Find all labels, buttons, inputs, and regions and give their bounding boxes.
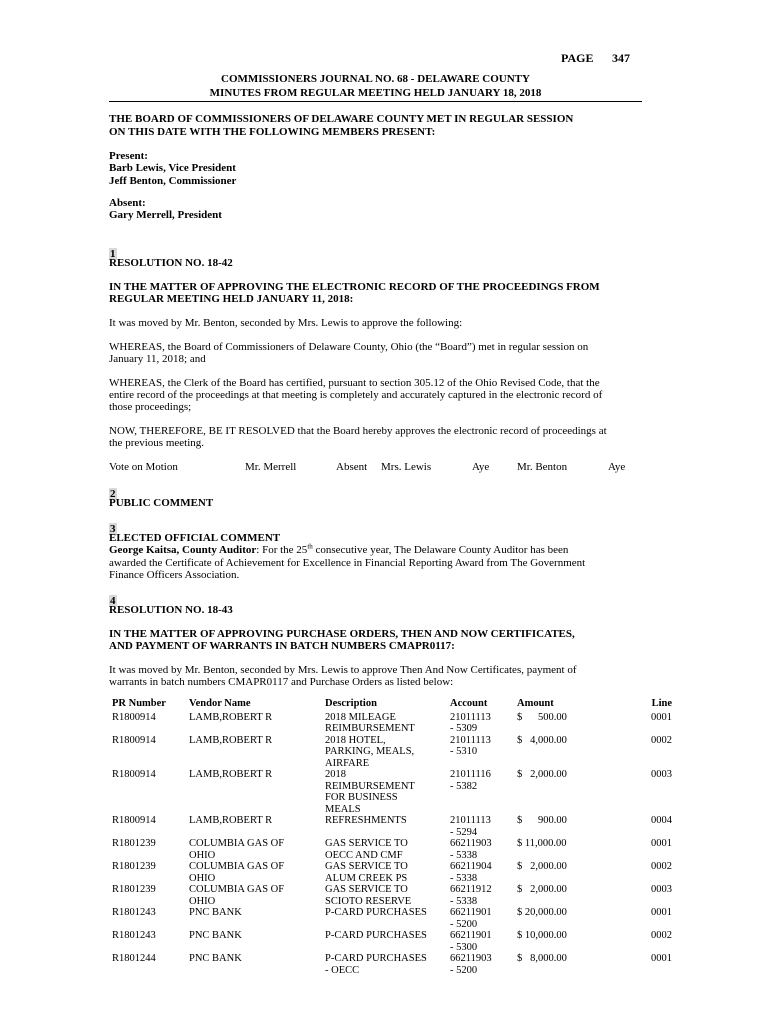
amount-cell: $ 2,000.00 — [517, 884, 567, 895]
pr-number-cell: R1800914 — [112, 734, 156, 746]
description-cell: P-CARD PURCHASES - OECC — [325, 953, 427, 976]
vendor-name-cell: COLUMBIA GAS OF OHIO — [189, 884, 285, 907]
header-rule — [109, 101, 642, 102]
pr-number-cell: R1801239 — [112, 861, 156, 872]
description-cell: GAS SERVICE TO ALUM CREEK PS — [325, 861, 408, 884]
whereas-text: entire record of the proceedings at that meeting is completely and accurately captured in the electronic record of — [109, 389, 603, 401]
motion-text: It was moved by Mr. Benton, seconded by Mrs. Lewis to approve the following: — [109, 317, 463, 329]
description-cell: GAS SERVICE TO OECC AND CMF — [325, 838, 408, 861]
whereas-text: WHEREAS, the Board of Commissioners of Delaware County, Ohio (the “Board”) met in regular session on — [109, 341, 589, 353]
comment-text: awarded the Certificate of Achievement for Excellence in Financial Reporting Award from The Government — [109, 557, 586, 569]
pr-number-cell: R1800914 — [112, 815, 156, 826]
meeting-title: MINUTES FROM REGULAR MEETING HELD JANUARY 18, 2018 — [209, 87, 542, 99]
description-cell: REFRESHMENTS — [325, 815, 407, 826]
line-cell: 0004 — [651, 815, 672, 826]
comment-text: Finance Officers Association. — [109, 569, 240, 581]
amount-cell: $ 11,000.00 — [517, 838, 567, 849]
line-cell: 0003 — [651, 884, 672, 895]
description-cell: 2018 MILEAGE REIMBURSEMENT — [325, 711, 415, 734]
description-cell: 2018 REIMBURSEMENT FOR BUSINESS MEALS — [325, 769, 415, 815]
present-member: Jeff Benton, Commissioner — [109, 175, 237, 187]
intro-line-2: ON THIS DATE WITH THE FOLLOWING MEMBERS PRESENT: — [109, 126, 436, 138]
present-member: Barb Lewis, Vice President — [109, 162, 236, 174]
table-row — [112, 907, 672, 930]
resolution-heading: IN THE MATTER OF APPROVING THE ELECTRONIC RECORD OF THE PROCEEDINGS FROM — [109, 281, 600, 293]
account-cell: 66211903 - 5200 — [450, 953, 492, 976]
account-cell: 66211903 - 5338 — [450, 838, 492, 861]
resolution-heading: AND PAYMENT OF WARRANTS IN BATCH NUMBERS CMAPR0117: — [109, 640, 455, 652]
pr-number-cell: R1801239 — [112, 838, 156, 849]
resolution-heading: IN THE MATTER OF APPROVING PURCHASE ORDERS, THEN AND NOW CERTIFICATES, — [109, 628, 575, 640]
resolution-title: RESOLUTION NO. 18-42 — [109, 257, 233, 269]
account-cell: 66211901 - 5200 — [450, 907, 492, 930]
item-number: 2 — [110, 488, 116, 500]
amount-cell: $ 2,000.00 — [517, 769, 567, 780]
absent-label: Absent: — [109, 197, 146, 209]
pr-number-header: PR Number — [112, 698, 166, 709]
table-row — [112, 884, 672, 907]
pr-number-cell: R1801244 — [112, 953, 156, 964]
account-cell: 66211901 - 5300 — [450, 930, 492, 953]
resolution-heading: REGULAR MEETING HELD JANUARY 11, 2018: — [109, 293, 354, 305]
table-body — [112, 712, 672, 977]
line-header: Line — [651, 698, 672, 709]
vendor-name-header: Vendor Name — [189, 698, 251, 709]
vendor-name-cell: COLUMBIA GAS OF OHIO — [189, 861, 285, 884]
line-cell: 0002 — [651, 930, 672, 941]
amount-cell: $ 2,000.00 — [517, 861, 567, 872]
table-row — [112, 769, 672, 815]
amount-cell: $ 4,000.00 — [517, 734, 567, 746]
voter-name: Mr. Merrell — [245, 461, 297, 473]
table-row — [112, 953, 672, 976]
intro-line-1: THE BOARD OF COMMISSIONERS OF DELAWARE COUNTY MET IN REGULAR SESSION — [109, 113, 574, 125]
purchase-orders-table — [112, 698, 672, 976]
table-row — [112, 712, 672, 735]
description-cell: P-CARD PURCHASES — [325, 930, 427, 941]
amount-header: Amount — [517, 698, 554, 709]
amount-cell: $ 20,000.00 — [517, 907, 567, 918]
item-number: 4 — [110, 595, 116, 607]
journal-title: COMMISSIONERS JOURNAL NO. 68 - DELAWARE COUNTY — [221, 73, 530, 85]
page-number: 347 — [612, 51, 630, 65]
ordinal-suffix: th — [307, 542, 313, 551]
vendor-name-cell: LAMB,ROBERT R — [189, 769, 273, 780]
account-cell: 21011113 - 5310 — [450, 734, 491, 757]
vendor-name-cell: COLUMBIA GAS OF OHIO — [189, 838, 285, 861]
table-row — [112, 930, 672, 953]
comment-text — [109, 544, 568, 557]
vendor-name-cell: PNC BANK — [189, 907, 242, 918]
line-cell: 0001 — [651, 907, 672, 918]
line-cell: 0002 — [651, 734, 672, 746]
voter-name: Mr. Benton — [517, 461, 568, 473]
comment-fragment: consecutive year, The Delaware County Auditor has been — [312, 544, 569, 556]
account-cell: 66211904 - 5338 — [450, 861, 492, 884]
amount-cell: $ 900.00 — [517, 815, 567, 826]
voter-vote: Absent — [336, 461, 368, 473]
pr-number-cell: R1801243 — [112, 907, 156, 918]
amount-cell: $ 8,000.00 — [517, 953, 567, 964]
pr-number-cell: R1800914 — [112, 711, 156, 723]
table-row — [112, 735, 672, 770]
description-cell: GAS SERVICE TO SCIOTO RESERVE — [325, 884, 412, 907]
line-cell: 0002 — [651, 861, 672, 872]
whereas-text: WHEREAS, the Clerk of the Board has certified, pursuant to section 305.12 of the Ohio Revised Code, that the — [109, 377, 600, 389]
resolved-text: the previous meeting. — [109, 437, 205, 449]
section-title: ELECTED OFFICIAL COMMENT — [109, 532, 281, 544]
resolved-text: NOW, THEREFORE, BE IT RESOLVED that the Board hereby approves the electronic record of proceedings at — [109, 425, 607, 437]
vendor-name-cell: PNC BANK — [189, 953, 242, 964]
comment-fragment: : For the 25 — [256, 544, 308, 556]
vendor-name-cell: PNC BANK — [189, 930, 242, 941]
account-cell: 21011113 - 5294 — [450, 815, 491, 838]
pr-number-cell: R1801239 — [112, 884, 156, 895]
speaker-name: George Kaitsa, County Auditor — [109, 544, 257, 556]
pr-number-cell: R1800914 — [112, 769, 156, 780]
vote-label: Vote on Motion — [109, 461, 178, 473]
table-row — [112, 815, 672, 838]
whereas-text: January 11, 2018; and — [109, 353, 206, 365]
voter-vote: Aye — [472, 461, 490, 473]
account-cell: 21011113 - 5309 — [450, 711, 491, 734]
vendor-name-cell: LAMB,ROBERT R — [189, 815, 273, 826]
description-header: Description — [325, 698, 377, 709]
whereas-text: those proceedings; — [109, 401, 192, 413]
pr-number-cell: R1801243 — [112, 930, 156, 941]
description-cell: 2018 HOTEL, PARKING, MEALS, AIRFARE — [325, 734, 415, 769]
item-number: 3 — [110, 523, 116, 535]
page-label: PAGE — [561, 51, 594, 65]
motion-text: It was moved by Mr. Benton, seconded by Mrs. Lewis to approve Then And Now Certificates, payment of — [109, 664, 577, 676]
present-label: Present: — [109, 150, 148, 162]
absent-member: Gary Merrell, President — [109, 209, 222, 221]
line-cell: 0001 — [651, 838, 672, 849]
account-header: Account — [450, 698, 488, 709]
voter-name: Mrs. Lewis — [381, 461, 432, 473]
vendor-name-cell: LAMB,ROBERT R — [189, 734, 273, 746]
table-header-row — [112, 698, 672, 712]
line-cell: 0003 — [651, 769, 672, 780]
description-cell: P-CARD PURCHASES — [325, 907, 427, 918]
voter-vote: Aye — [608, 461, 626, 473]
amount-cell: $ 10,000.00 — [517, 930, 567, 941]
line-cell: 0001 — [651, 711, 672, 723]
vendor-name-cell: LAMB,ROBERT R — [189, 711, 273, 723]
table-row — [112, 838, 672, 861]
motion-text: warrants in batch numbers CMAPR0117 and Purchase Orders as listed below: — [109, 676, 454, 688]
line-cell: 0001 — [651, 953, 672, 964]
account-cell: 21011116 - 5382 — [450, 769, 491, 792]
item-number: 1 — [110, 248, 116, 260]
vote-line — [0, 461, 770, 475]
account-cell: 66211912 - 5338 — [450, 884, 492, 907]
amount-cell: $ 500.00 — [517, 711, 567, 723]
table-row — [112, 861, 672, 884]
resolution-title: RESOLUTION NO. 18-43 — [109, 604, 233, 616]
section-title: PUBLIC COMMENT — [109, 497, 214, 509]
